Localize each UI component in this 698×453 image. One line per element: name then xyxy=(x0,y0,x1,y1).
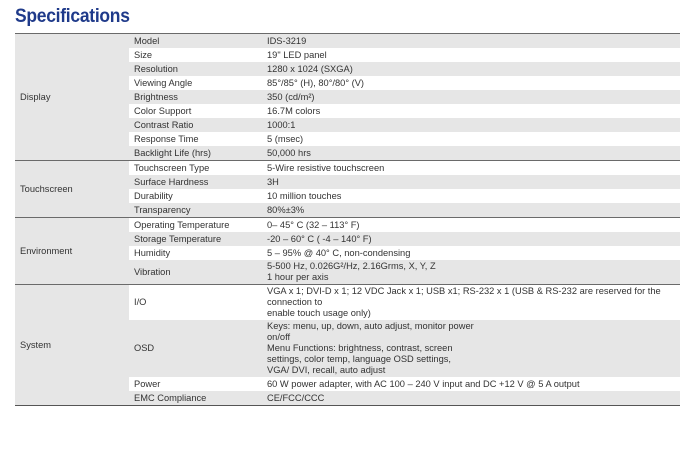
spec-category: System xyxy=(15,285,129,406)
spec-value: 1000:1 xyxy=(262,118,680,132)
spec-label: Touchscreen Type xyxy=(129,161,262,176)
spec-label: EMC Compliance xyxy=(129,391,262,406)
spec-value: 16.7M colors xyxy=(267,105,321,116)
spec-label: Durability xyxy=(134,190,173,201)
spec-value: IDS-3219 xyxy=(262,34,680,49)
spec-value: 350 (cd/m²) xyxy=(262,90,680,104)
spec-label: I/O xyxy=(129,285,262,321)
spec-label: Storage Temperature xyxy=(129,232,262,246)
spec-value: 5-Wire resistive touchscreen xyxy=(262,161,680,176)
spec-label: Color Support xyxy=(134,105,192,116)
spec-label: Brightness xyxy=(129,90,262,104)
spec-label: OSD xyxy=(129,320,262,377)
spec-value: 85°/85° (H), 80°/80° (V) xyxy=(267,77,365,88)
spec-label: Vibration xyxy=(129,260,262,285)
spec-label: Response Time xyxy=(134,133,199,144)
spec-label: Transparency xyxy=(129,203,262,218)
spec-label: Resolution xyxy=(129,62,262,76)
spec-value: 60 W power adapter, with AC 100 – 240 V input and DC +12 V @ 5 A output xyxy=(267,378,580,389)
specifications-table-body xyxy=(15,34,680,406)
spec-label: Model xyxy=(129,34,262,49)
spec-value: 0– 45° C (32 – 113° F) xyxy=(262,218,680,233)
spec-value: 1280 x 1024 (SXGA) xyxy=(262,62,680,76)
spec-value: 19" LED panel xyxy=(267,49,327,60)
spec-label: Surface Hardness xyxy=(129,175,262,189)
spec-label: Contrast Ratio xyxy=(129,118,262,132)
spec-label: Viewing Angle xyxy=(134,77,193,88)
spec-value: 3H xyxy=(262,175,680,189)
spec-label: Size xyxy=(134,49,153,60)
spec-row xyxy=(15,218,680,233)
spec-value: 5 – 95% @ 40° C, non-condensing xyxy=(267,247,411,258)
spec-label: Power xyxy=(134,378,161,389)
specifications-table xyxy=(15,33,680,406)
spec-label: Operating Temperature xyxy=(129,218,262,233)
spec-row xyxy=(15,161,680,176)
spec-category: Display xyxy=(15,34,129,161)
spec-value: 50,000 hrs xyxy=(262,146,680,161)
spec-value: Keys: menu, up, down, auto adjust, monitor power on/off Menu Functions: brightness, contrast, screen settings, color temp, language OSD settings, VGA/ DVI, recall, auto adjust xyxy=(262,320,680,377)
spec-value: 5 (msec) xyxy=(267,133,304,144)
page-title: Specifications xyxy=(15,6,130,27)
spec-category: Touchscreen xyxy=(15,161,129,218)
spec-row xyxy=(15,34,680,49)
spec-value: 10 million touches xyxy=(267,190,342,201)
spec-label: Backlight Life (hrs) xyxy=(129,146,262,161)
spec-row xyxy=(15,285,680,321)
spec-value: 5-500 Hz, 0.026G²/Hz, 2.16Grms, X, Y, Z 1 hour per axis xyxy=(262,260,680,285)
spec-value: 80%±3% xyxy=(262,203,680,218)
spec-value: VGA x 1; DVI-D x 1; 12 VDC Jack x 1; USB x1; RS-232 x 1 (USB & RS-232 are reserved for the connection to enable touch usage only) xyxy=(262,285,680,321)
spec-label: Humidity xyxy=(134,247,171,258)
spec-value: -20 – 60° C ( -4 – 140° F) xyxy=(262,232,680,246)
spec-category: Environment xyxy=(15,218,129,285)
spec-value: CE/FCC/CCC xyxy=(262,391,680,406)
